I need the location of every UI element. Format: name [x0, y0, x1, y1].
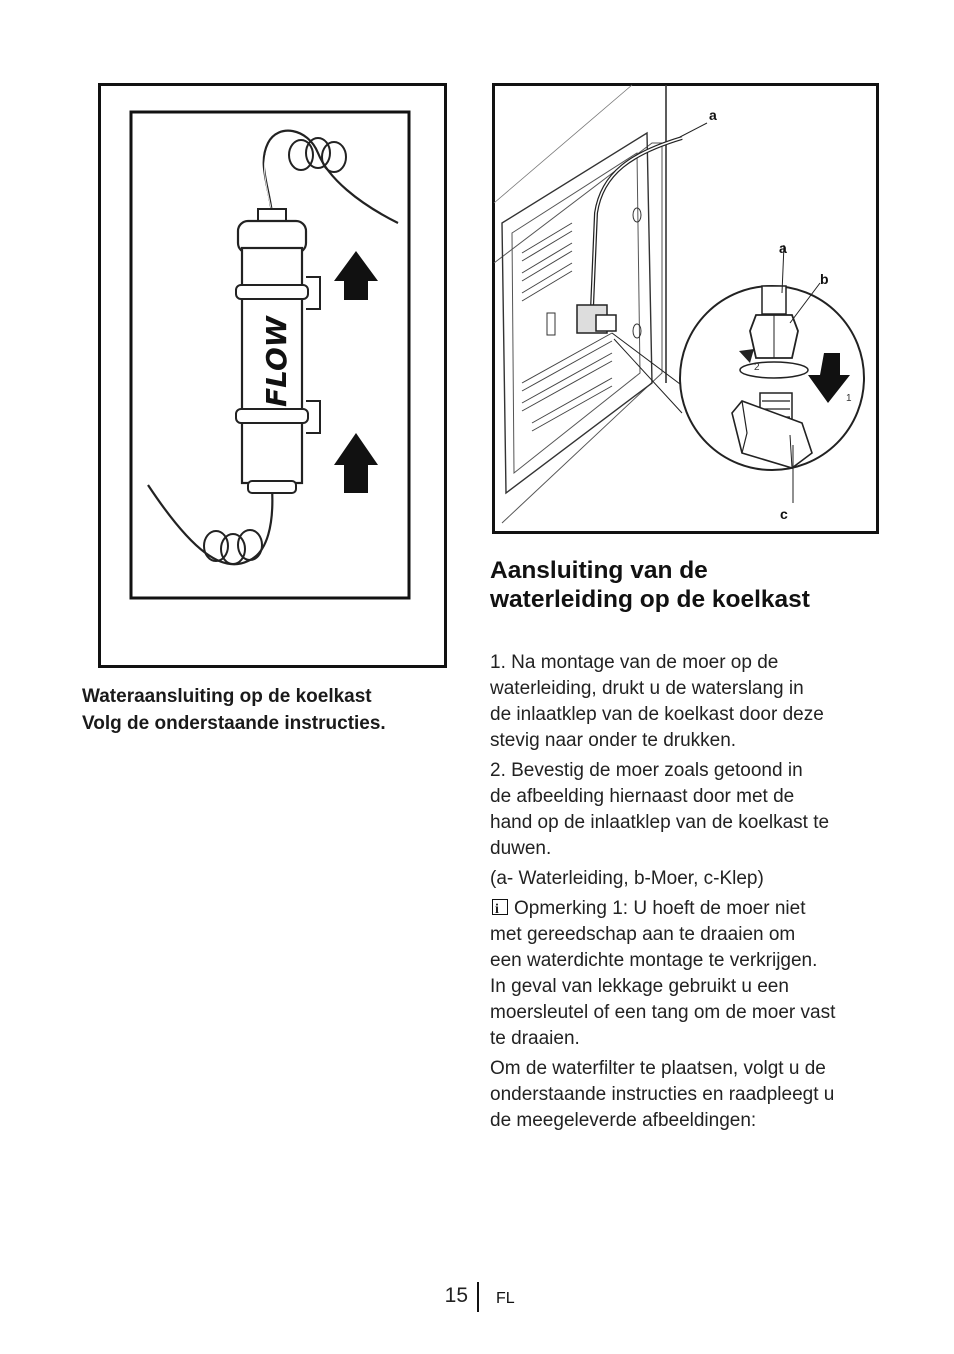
caption-line-1: Wateraansluiting op de koelkast	[82, 686, 372, 707]
label-c: c	[780, 506, 788, 522]
info-icon: i	[492, 899, 508, 915]
page-number: 15	[444, 1284, 468, 1307]
paragraph-step-1: 1. Na montage van de moer op de waterleiding, drukt u de waterslang in de inlaatklep van de koelkast door deze stevig naar onder te drukken.	[490, 652, 824, 751]
water-filter-illustration	[98, 83, 447, 668]
language-code: FL	[496, 1290, 515, 1307]
footer-divider	[477, 1282, 479, 1312]
note-text: Opmerking 1: U hoeft de moer niet met gereedschap aan te draaien om een waterdichte montage te verkrijgen. In geval van lekkage gebruikt u een moersleutel of een tang om de moer vast te draaien.	[490, 898, 836, 1049]
label-step-1: 1	[846, 393, 852, 404]
paragraph-step-2: 2. Bevestig de moer zoals getoond in de afbeelding hiernaast door met de hand op de inlaatklep van de koelkast te duwen.	[490, 760, 830, 859]
figure-caption	[82, 683, 452, 737]
valve-connection-illustration	[492, 83, 879, 534]
legend-text: (a- Waterleiding, b-Moer, c-Klep)	[490, 868, 764, 889]
heading-line-2: waterleiding op de koelkast	[490, 586, 810, 613]
section-body	[490, 650, 890, 1138]
label-step-2: 2	[754, 362, 760, 373]
heading-line-1: Aansluiting van de	[490, 557, 708, 584]
label-b: b	[820, 271, 829, 287]
note-paragraph	[490, 896, 890, 1052]
paragraph-filter: Om de waterfilter te plaatsen, volgt u de onderstaande instructies en raadpleegt u de meegeleverde afbeeldingen:	[490, 1058, 835, 1131]
section-heading	[490, 556, 890, 614]
label-a: a	[779, 240, 787, 256]
label-a-top: a	[709, 107, 717, 123]
filter-flow-label: FLOW	[260, 316, 293, 407]
caption-line-2: Volg de onderstaande instructies.	[82, 713, 386, 734]
